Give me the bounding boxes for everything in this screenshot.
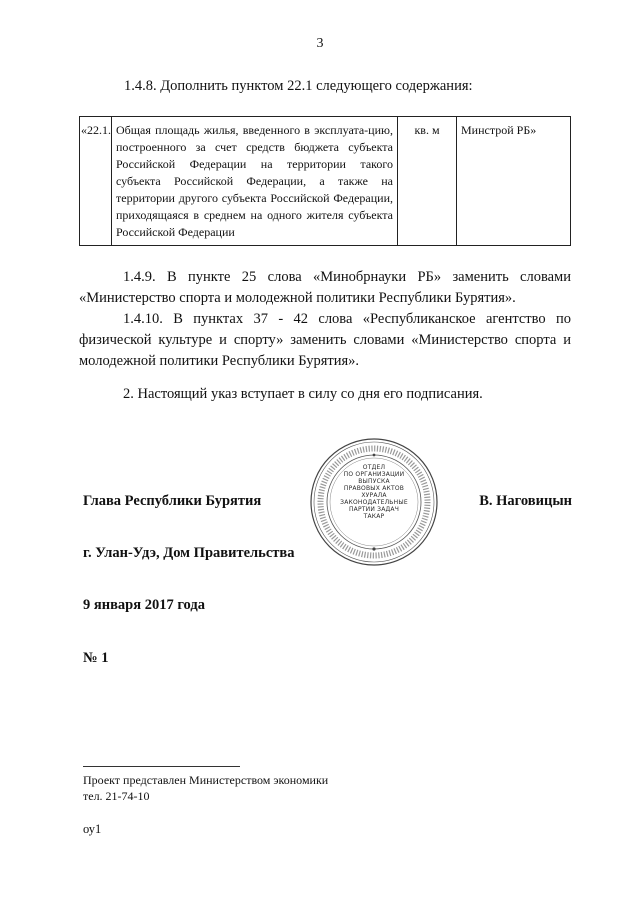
signatory-name: В. Наговицын [479,493,572,509]
document-code: оу1 [83,822,102,836]
footnote-divider [83,766,240,767]
seal-line: ХУРАЛА [361,492,387,499]
paragraph-1-4-10 [79,309,571,372]
paragraph-2 [79,384,571,405]
table-cell-indicator: Общая площадь жилья, введенного в эксплуата-цию, построенного за счет средств бюджета субъекта Российской Федерации на территории такого субъекта Российской Федерации, а также на территории другого субъекта Российской Федерации, приходящаяся в среднем на одного жителя субъекта Российской Федерации [112,117,398,246]
paragraph-1-4-9-text: 1.4.9. В пункте 25 слова «Минобрнауки РБ» заменить словами «Министерство спорта и молодежной политики Республики Бурятия». [79,269,571,306]
table-row [80,117,571,246]
seal-line: ОТДЕЛ [362,464,386,471]
table-cell-unit: кв. м [398,117,457,246]
paragraph-2-text: 2. Настоящий указ вступает в силу со дня его подписания. [123,386,483,402]
signing-date: 9 января 2017 года [83,597,205,613]
indicator-table [79,116,571,246]
signatory-title: Глава Республики Бурятия [83,493,262,509]
seal-line: ТАКАР [363,513,385,520]
footnote-line-2: тел. 21-74-10 [83,789,150,803]
page-number: 3 [316,36,324,51]
paragraph-1-4-8: 1.4.8. Дополнить пунктом 22.1 следующего содержания: [124,78,473,94]
paragraph-1-4-9 [79,267,571,309]
seal-line: ПО ОРГАНИЗАЦИИ [343,471,405,478]
table-cell-number: «22.1. [80,117,112,246]
decree-number: № 1 [83,650,109,666]
seal-line: ПРАВОВЫХ АКТОВ [343,485,405,492]
paragraph-1-4-10-text: 1.4.10. В пунктах 37 - 42 слова «Республиканское агентство по физической культуре и спорту» заменить словами «Министерство спорта и молодежной политики Республики Бурятия». [79,311,571,369]
signing-place: г. Улан-Удэ, Дом Правительства [83,545,295,561]
seal-line: ЗАКОНОДАТЕЛЬНЫЕ [340,499,408,506]
footnote-line-1: Проект представлен Министерством экономики [83,773,329,787]
table-cell-responsible: Минстрой РБ» [457,117,571,246]
seal-line: ВЫПУСКА [358,478,390,485]
seal-line: ПАРТИИ ЗАДАЧ [348,506,400,513]
